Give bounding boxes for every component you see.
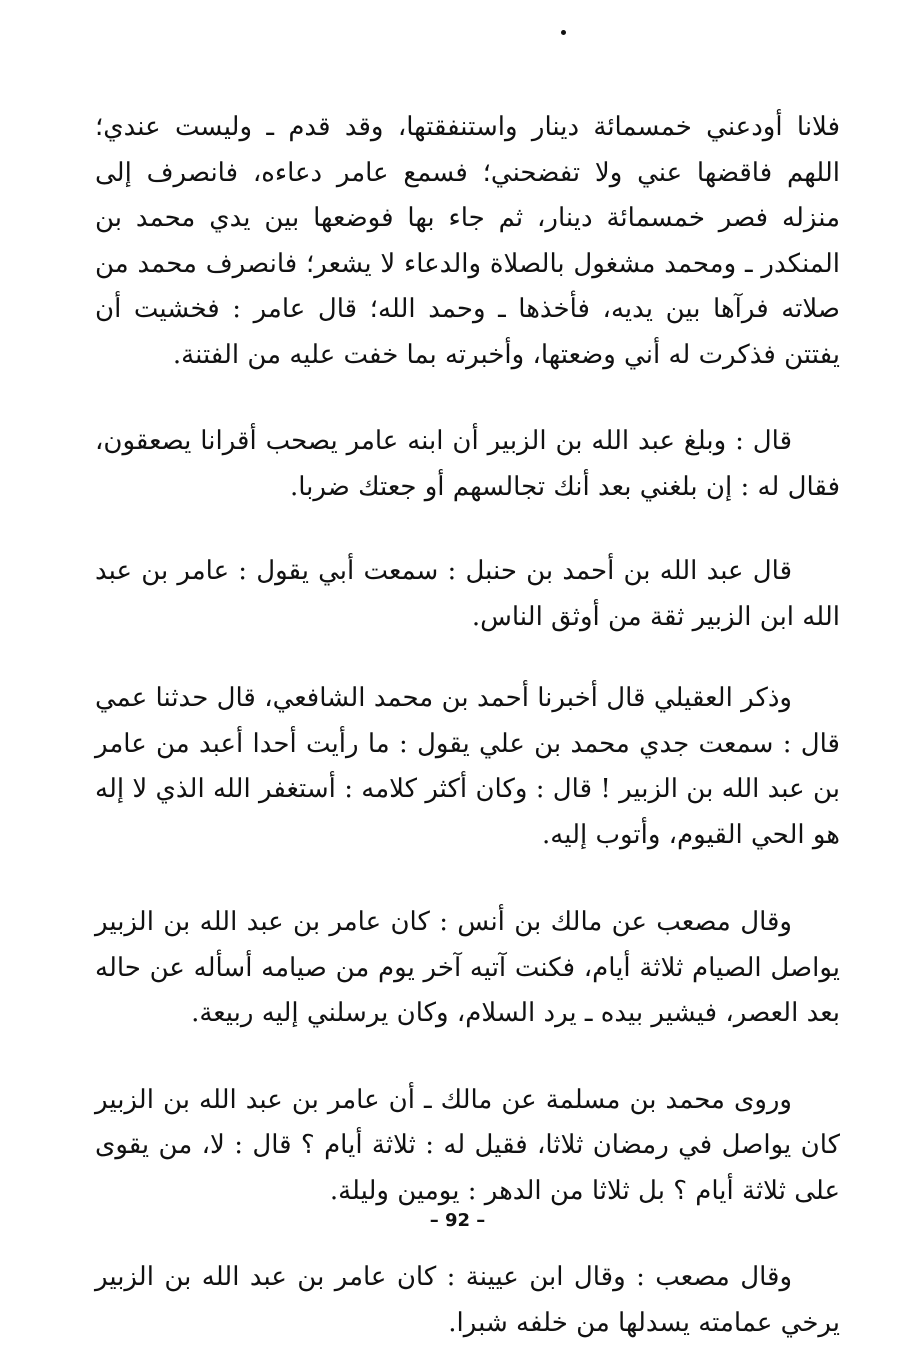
paragraph-7: وقال مصعب : وقال ابن عيينة : كان عامر بن عبد الله بن الزبير يرخي عمامته يسدلها من خلفه شبرا. xyxy=(95,1262,840,1338)
paragraph-1: فلانا أودعني خمسمائة دينار واستنفقتها، وقد قدم ـ وليست عندي؛ اللهم فاقضها عني ولا تفضحني؛ فسمع عامر دعاءه، فانصرف إلى منزله فصر خمسمائة دينار، ثم جاء بها فوضعها بين يدي محمد بن المنكدر ـ ومحمد مشغول بالصلاة والدعاء لا يشعر؛ فانصرف محمد من صلاته فرآها بين يديه، فأخذها ـ وحمد الله؛ قال عامر : فخشيت أن يفتتن فذكرت له أني وضعتها، وأخبرته بما خفت عليه من الفتنة. xyxy=(95,112,840,370)
paragraph-2: قال : وبلغ عبد الله بن الزبير أن ابنه عامر يصحب أقرانا يصعقون، فقال له : إن بلغني بعد أنك تجالسهم أو جعتك ضربا. xyxy=(95,426,840,502)
paragraph-3: قال عبد الله بن أحمد بن حنبل : سمعت أبي يقول : عامر بن عبد الله ابن الزبير ثقة من أوثق الناس. xyxy=(95,556,840,632)
paragraph-4: وذكر العقيلي قال أخبرنا أحمد بن محمد الشافعي، قال حدثنا عمي قال : سمعت جدي محمد بن علي يقول : ما رأيت أحدا أعبد من عامر بن عبد الله بن الزبير ! قال : وكان أكثر كلامه : أستغفر الله الذي لا إله هو الحي القيوم، وأتوب إليه. xyxy=(95,683,840,850)
top-dot-mark xyxy=(561,30,566,35)
paragraph-6: وروى محمد بن مسلمة عن مالك ـ أن عامر بن عبد الله بن الزبير كان يواصل في رمضان ثلاثا، فقيل له : ثلاثة أيام ؟ قال : لا، من يقوى على ثلاثة أيام ؟ بل ثلاثا من الدهر : يومين وليلة. xyxy=(95,1084,840,1206)
page-number: – 92 – xyxy=(429,1210,486,1231)
paragraph-5: وقال مصعب عن مالك بن أنس : كان عامر بن عبد الله بن الزبير يواصل الصيام ثلاثة أيام، فكنت آتيه آخر يوم من صيامه أسأله عن حاله بعد العصر، فيشير بيده ـ يرد السلام، وكان يرسلني إليه ربيعة. xyxy=(95,907,840,1028)
page-body xyxy=(95,105,840,1346)
